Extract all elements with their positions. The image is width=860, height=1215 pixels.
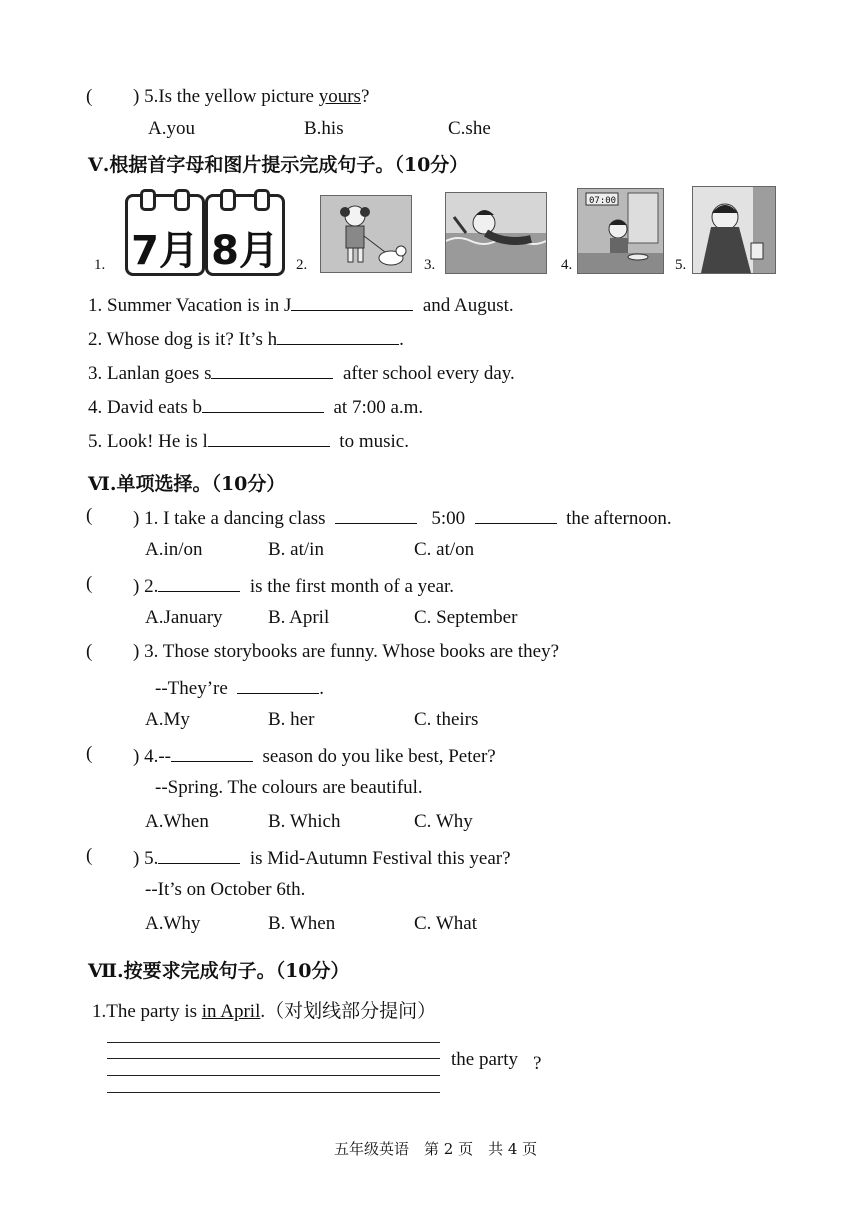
sentence-text: 3. Lanlan goes s xyxy=(88,363,212,384)
section-heading: Ⅶ.按要求完成句子。（10分） xyxy=(88,960,350,982)
option-a[interactable]: A.My xyxy=(145,709,190,730)
answer-blank[interactable] xyxy=(202,394,324,413)
question-3-sub xyxy=(155,675,324,700)
fill-sentence-2 xyxy=(88,326,404,351)
section-heading: Ⅴ.根据首字母和图片提示完成句子。（10分） xyxy=(88,154,469,176)
option-c[interactable]: C. What xyxy=(414,913,477,934)
sentence-tail: at 7:00 a.m. xyxy=(333,397,424,418)
option-b[interactable]: B. at/in xyxy=(268,539,324,560)
option-a[interactable]: A.When xyxy=(145,811,209,832)
stem-text: 1.The party is xyxy=(92,1001,202,1022)
stem-text: ) 2. xyxy=(133,576,159,597)
stem-text: 5:00 xyxy=(431,508,466,529)
answer-blank[interactable] xyxy=(158,845,240,864)
stem-text: the afternoon. xyxy=(566,508,672,529)
option-b[interactable]: B. When xyxy=(268,913,336,934)
question-5 xyxy=(133,845,511,870)
stem-text: is the first month of a year. xyxy=(249,576,455,597)
answer-blank[interactable] xyxy=(335,505,417,524)
pic-label-1: 1. xyxy=(94,257,106,273)
answer-blank[interactable] xyxy=(277,326,399,345)
question-4-sub: --Spring. The colours are beautiful. xyxy=(155,777,423,798)
sentence-tail: to music. xyxy=(339,431,409,452)
option-a[interactable]: A.January xyxy=(145,607,223,628)
sub-text: --They’re xyxy=(155,678,228,699)
option-c[interactable]: C. theirs xyxy=(414,709,479,730)
option-b[interactable]: B. Which xyxy=(268,811,341,832)
stem-text: 5.Is the yellow picture xyxy=(144,86,319,107)
paren-close: ) xyxy=(133,86,140,107)
clock-text: 07:00 xyxy=(589,196,617,206)
paren-open: ( xyxy=(86,573,93,594)
question-stem xyxy=(133,86,369,108)
fill-sentence-3 xyxy=(88,360,515,385)
calendar-august-text: 8月 xyxy=(211,228,279,274)
answer-blank[interactable] xyxy=(291,292,413,311)
calendar-august xyxy=(205,194,285,276)
answer-blank[interactable] xyxy=(237,675,319,694)
answer-blank[interactable] xyxy=(158,573,240,592)
sub-tail: . xyxy=(319,678,325,699)
calendar-july xyxy=(125,194,205,276)
option-c[interactable]: C. Why xyxy=(414,811,473,832)
sentence-text: 4. David eats b xyxy=(88,397,202,418)
question-1 xyxy=(133,505,672,530)
fill-sentence-4 xyxy=(88,394,423,419)
calendar-july-text: 7月 xyxy=(131,228,199,274)
rewrite-question-1 xyxy=(92,996,436,1023)
stem-text: season do you like best, Peter? xyxy=(262,746,496,767)
answer-blank[interactable] xyxy=(475,505,557,524)
stem-text: is Mid-Autumn Festival this year? xyxy=(249,848,511,869)
option-a[interactable]: A.you xyxy=(148,118,195,139)
answer-blank[interactable] xyxy=(171,743,253,762)
sentence-text: 1. Summer Vacation is in J xyxy=(88,295,292,316)
option-b[interactable]: B.his xyxy=(304,118,344,139)
swimming-image xyxy=(445,192,547,274)
question-3: ) 3. Those storybooks are funny. Whose books are they? xyxy=(133,641,559,662)
option-a[interactable]: A.Why xyxy=(145,913,201,934)
section-heading: Ⅵ.单项选择。（10分） xyxy=(88,473,286,495)
option-b[interactable]: B. April xyxy=(268,607,330,628)
answer-blank[interactable] xyxy=(211,360,333,379)
page-footer: 五年级英语 第 2 页 共 4 页 xyxy=(334,1140,538,1158)
answer-line[interactable] xyxy=(107,1042,440,1043)
pic-label-5: 5. xyxy=(675,257,687,273)
instruction: .（对划线部分提问） xyxy=(260,1001,437,1022)
stem-text: ) 5. xyxy=(133,848,159,869)
breakfast-image xyxy=(577,188,664,274)
option-c[interactable]: C.she xyxy=(448,118,491,139)
paren-open: ( xyxy=(86,86,93,107)
question-4 xyxy=(133,743,496,768)
answer-line[interactable] xyxy=(107,1092,440,1093)
pic-label-4: 4. xyxy=(561,257,573,273)
pic-label-2: 2. xyxy=(296,257,308,273)
answer-blank[interactable] xyxy=(208,428,330,447)
stem-text: ) 1. I take a dancing class xyxy=(133,508,326,529)
listening-music-image xyxy=(692,186,776,274)
calendar-image xyxy=(123,194,283,274)
stem-tail: ? xyxy=(360,86,370,107)
option-c[interactable]: C. at/on xyxy=(414,539,475,560)
sentence-tail: and August. xyxy=(422,295,514,316)
sentence-text: 5. Look! He is l xyxy=(88,431,208,452)
answer-line[interactable] xyxy=(107,1058,440,1059)
sentence-tail: . xyxy=(399,329,404,350)
question-2 xyxy=(133,573,454,598)
underlined-phrase: in April xyxy=(201,1001,261,1022)
paren-open: ( xyxy=(86,743,93,764)
answer-line[interactable] xyxy=(107,1075,440,1076)
option-c[interactable]: C. September xyxy=(414,607,518,628)
girl-with-dog-image xyxy=(320,195,412,273)
option-b[interactable]: B. her xyxy=(268,709,315,730)
fill-sentence-1 xyxy=(88,292,514,317)
sentence-text: 2. Whose dog is it? It’s h xyxy=(88,329,278,350)
paren-open: ( xyxy=(86,641,93,662)
underlined-word: yours xyxy=(318,86,361,107)
rewrite-tail: the party xyxy=(451,1049,519,1070)
sentence-tail: after school every day. xyxy=(342,363,515,384)
fill-sentence-5 xyxy=(88,428,409,453)
stem-text: ) 4.-- xyxy=(133,746,171,767)
question-mark: ? xyxy=(533,1053,542,1074)
pic-label-3: 3. xyxy=(424,257,436,273)
question-5-sub: --It’s on October 6th. xyxy=(145,879,306,900)
paren-open: ( xyxy=(86,845,93,866)
option-a[interactable]: A.in/on xyxy=(145,539,203,560)
paren-open: ( xyxy=(86,505,93,526)
